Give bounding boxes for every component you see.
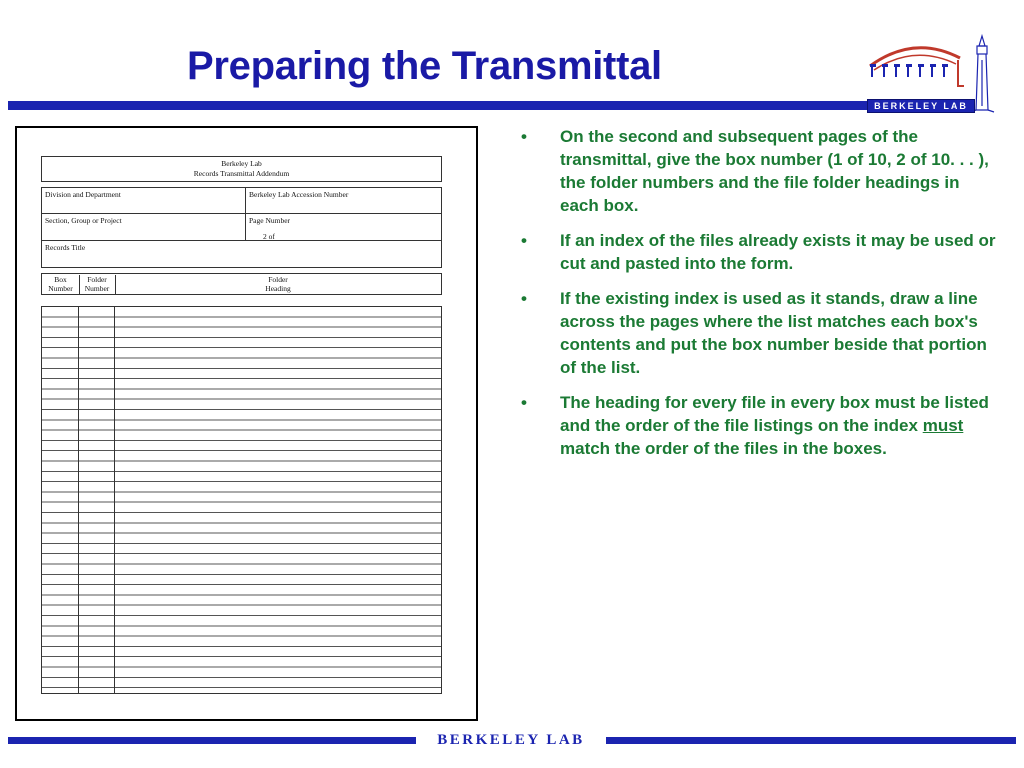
bullet-item [516,125,996,217]
form-title: Records Transmittal Addendum [193,169,290,178]
form-org: Berkeley Lab [221,159,262,168]
section-label: Section, Group or Project [42,214,246,240]
bullet-item [516,391,996,460]
page-number-value: 2 of [263,232,275,241]
folder-heading-header [115,275,441,294]
folder-number-header-line1: Folder [87,275,107,284]
title-rule [8,101,868,110]
bullet-emphasis: must [922,416,964,435]
slide-title: Preparing the Transmittal [187,44,662,88]
form-entry-grid [41,306,442,694]
bullet-list [516,125,996,472]
page-number-cell [246,214,441,240]
bullet-dot-icon: • [521,127,527,146]
bullet-text-before: The heading for every file in every box must be listed and the order of the file listings on the index [560,393,989,435]
form-row-records-title [41,241,442,268]
bullet-item [516,229,996,275]
page-number-label: Page Number [249,216,291,225]
form-row-division [41,187,442,214]
form-row-section [41,214,442,241]
folder-heading-header-line1: Folder [268,275,288,284]
records-title-label: Records Title [45,243,86,252]
bullet-dot-icon: • [521,393,527,412]
form-header [41,156,442,182]
accession-label: Berkeley Lab Accession Number [249,190,349,199]
bullet-text: If the existing index is used as it stands, draw a line across the pages where the list matches each box's contents and put the box number beside that portion of the list. [560,289,987,377]
folder-heading-header-line2: Heading [265,284,291,293]
footer-rule-left [8,737,416,744]
bullet-text-after: match the order of the files in the boxes. [560,439,887,458]
bullet-text: On the second and subsequent pages of the transmittal, give the box number (1 of 10, 2 of 10. . . ), the folder numbers and the file folder headings in each box. [560,127,989,215]
logo-label: BERKELEY LAB [867,99,975,113]
bullet-dot-icon: • [521,289,527,308]
bullet-text: If an index of the files already exists it may be used or cut and pasted into the form. [560,231,996,273]
folder-number-header [79,275,116,294]
form-scan-image [15,126,478,721]
footer-rule-right [606,737,1016,744]
bullet-item [516,287,996,379]
box-number-header [42,275,80,294]
box-number-header-line1: Box [54,275,67,284]
bullet-dot-icon: • [521,231,527,250]
division-label: Division and Department [42,188,246,213]
folder-number-header-line2: Number [84,284,110,293]
box-number-header-line2: Number [48,284,73,293]
form-column-headers [41,273,442,295]
footer-brand: BERKELEY LAB [437,732,585,748]
